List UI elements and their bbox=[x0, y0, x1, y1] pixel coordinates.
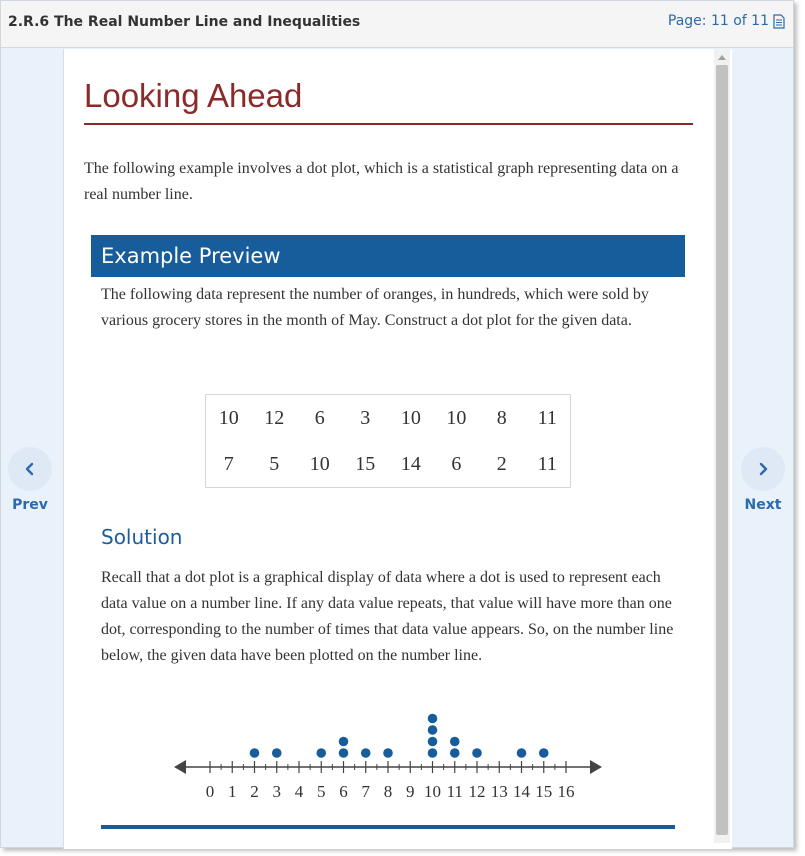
table-cell: 6 bbox=[451, 452, 462, 475]
table-cell: 10 bbox=[446, 406, 467, 429]
top-bar bbox=[1, 1, 793, 48]
next-button[interactable] bbox=[738, 447, 788, 513]
table-cell: 5 bbox=[269, 452, 280, 475]
chevron-left-icon bbox=[24, 462, 36, 476]
tick-label: 0 bbox=[205, 782, 215, 801]
tick-label: 7 bbox=[361, 782, 370, 801]
data-dot bbox=[472, 748, 482, 758]
prev-circle[interactable] bbox=[8, 447, 52, 491]
document-icon[interactable] bbox=[773, 14, 785, 29]
data-dot bbox=[428, 748, 438, 758]
tick-label: 15 bbox=[535, 782, 553, 801]
solution-paragraph: Recall that a dot plot is a graphical display of data where a dot is used to represent each data value on a number line. If any data value repeats, that value will have more than one dot, corresponding to the number of times that data value appears. So, on the number line below, the given data have been plotted on the number line. bbox=[101, 569, 674, 664]
example-preview-title: Example Preview bbox=[101, 244, 281, 268]
axis-arrow-right bbox=[590, 760, 602, 774]
data-dot bbox=[339, 748, 349, 758]
tick-label: 6 bbox=[339, 782, 348, 801]
intro-paragraph: The following example involves a dot plot, which is a statistical graph representing data on a real number line. bbox=[84, 160, 679, 203]
tick-label: 5 bbox=[317, 782, 326, 801]
data-dot bbox=[450, 737, 460, 747]
solution-title: Solution bbox=[101, 525, 183, 549]
tick-label: 2 bbox=[250, 782, 259, 801]
tick-label: 8 bbox=[383, 782, 393, 801]
tick-label: 16 bbox=[557, 782, 575, 801]
data-dot bbox=[316, 748, 326, 758]
section-heading: Looking Ahead bbox=[84, 77, 303, 114]
page-indicator[interactable] bbox=[668, 13, 785, 29]
tick-label: 12 bbox=[468, 782, 486, 801]
example-paragraph: The following data represent the number of oranges, in hundreds, which were sold by various grocery stores in the month of May. Construct a dot plot for the given data. bbox=[101, 286, 649, 329]
example-bottom-rule bbox=[101, 825, 675, 829]
page-title: 2.R.6 The Real Number Line and Inequalities bbox=[8, 14, 361, 30]
scrollbar[interactable] bbox=[714, 49, 730, 843]
table-cell: 2 bbox=[496, 452, 507, 475]
tick-label: 4 bbox=[294, 782, 304, 801]
table-cell: 12 bbox=[264, 406, 285, 429]
data-dot bbox=[428, 714, 438, 724]
data-dot bbox=[361, 748, 371, 758]
next-label[interactable]: Next bbox=[744, 497, 782, 513]
table-cell: 3 bbox=[360, 406, 371, 429]
content-panel bbox=[63, 49, 732, 849]
page-indicator-label: Page: 11 of 11 bbox=[667, 13, 769, 29]
data-dot bbox=[428, 737, 438, 747]
tick-label: 11 bbox=[446, 782, 463, 801]
data-dot bbox=[272, 748, 282, 758]
table-cell: 6 bbox=[314, 406, 325, 429]
table-row bbox=[206, 441, 571, 488]
tick-label: 1 bbox=[228, 782, 237, 801]
tick-label: 3 bbox=[272, 782, 281, 801]
axis-arrow-left bbox=[174, 760, 186, 774]
table-cell: 10 bbox=[309, 452, 330, 475]
table-cell: 10 bbox=[218, 406, 239, 429]
data-dot bbox=[383, 748, 393, 758]
table-cell: 7 bbox=[223, 452, 234, 475]
table-cell: 15 bbox=[355, 452, 376, 475]
data-dot bbox=[428, 725, 438, 735]
dot-plot bbox=[164, 699, 624, 809]
data-dot bbox=[250, 748, 260, 758]
tick-label: 13 bbox=[490, 782, 508, 801]
example-preview-header bbox=[91, 235, 685, 277]
table-cell: 11 bbox=[537, 452, 557, 475]
table-cell: 14 bbox=[400, 452, 421, 475]
table-cell: 11 bbox=[537, 406, 557, 429]
tick-label: 10 bbox=[424, 782, 441, 801]
table-row bbox=[206, 395, 571, 442]
table-cell: 10 bbox=[400, 406, 421, 429]
prev-label[interactable]: Prev bbox=[12, 497, 48, 513]
scrollbar-thumb[interactable] bbox=[716, 65, 728, 835]
data-dot bbox=[539, 748, 549, 758]
data-dot bbox=[339, 737, 349, 747]
scroll-up-icon[interactable] bbox=[718, 55, 726, 60]
table-cell: 8 bbox=[496, 406, 507, 429]
heading-divider bbox=[84, 123, 693, 125]
tick-label: 9 bbox=[406, 782, 415, 801]
tick-label: 14 bbox=[513, 782, 530, 801]
prev-button[interactable] bbox=[5, 447, 55, 513]
next-circle[interactable] bbox=[741, 447, 785, 491]
data-dot bbox=[517, 748, 527, 758]
chevron-right-icon bbox=[757, 462, 769, 476]
data-dot bbox=[450, 748, 460, 758]
data-table bbox=[205, 394, 571, 488]
